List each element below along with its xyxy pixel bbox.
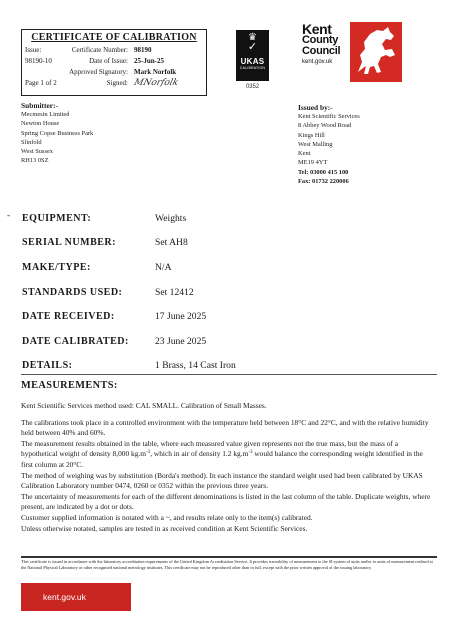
- condition-paragraph: Unless otherwise notated, samples are tested in as received condition at Kent Scientific Services.: [21, 523, 308, 533]
- detail-row: [22, 280, 442, 305]
- submitter-address: [21, 101, 93, 166]
- kent-logo-url: kent.gov.uk: [302, 59, 333, 65]
- detail-label: MAKE/TYPE:: [22, 261, 91, 273]
- issuer-line: West Malling: [298, 140, 333, 148]
- cert-number-label: Certificate Number:: [71, 46, 128, 54]
- issuer-fax: Fax: 01732 220006: [298, 178, 349, 186]
- date-of-issue-value: 25-Jun-25: [134, 57, 164, 65]
- detail-row: [22, 206, 442, 231]
- method-paragraph: Kent Scientific Services method used: CAL SMALL. Calibration of Small Masses.: [21, 401, 267, 410]
- date-of-issue-label: Date of Issue:: [89, 57, 128, 65]
- approved-label: Approved Signatory:: [69, 68, 128, 76]
- kent-logo-line3: Council: [302, 45, 341, 57]
- customer-info-paragraph: Customer supplied information is notated with a ~, and results relate only to the item(s) calibrated.: [21, 512, 313, 522]
- kent-horse-logo: [350, 22, 402, 82]
- issuer-line: ME19 4YT: [298, 159, 328, 167]
- margin-mark: -: [7, 210, 10, 220]
- issuer-heading: Issued by:-: [298, 103, 333, 112]
- kent-logo-text: [302, 21, 348, 66]
- issue-label: Issue:: [25, 46, 42, 54]
- issuer-line: 8 Abbey Wood Road: [298, 122, 352, 130]
- detail-label: STANDARDS USED:: [22, 286, 123, 298]
- method-weighing-paragraph: The method of weighing was by substitution (Borda's method). In each instance the standard weight used had been calibrated by UKAS Calibration Laboratory number 0474, 0260 or 0352 within the previous three years.: [21, 470, 423, 491]
- submitter-heading: Submitter:-: [21, 101, 58, 110]
- issuer-address: [298, 103, 360, 186]
- issuer-line: Kings Hill: [298, 131, 325, 139]
- detail-value: Weights: [155, 212, 187, 224]
- measurements-heading: MEASUREMENTS:: [21, 380, 118, 391]
- approved-value: Mark Norfolk: [134, 68, 177, 76]
- detail-row: [22, 231, 442, 256]
- detail-value: 23 June 2025: [155, 335, 207, 347]
- ukas-number: 0352: [245, 84, 260, 90]
- crown-icon: ♛: [248, 32, 257, 43]
- detail-label: DETAILS:: [22, 360, 73, 372]
- footer-url[interactable]: kent.gov.uk: [21, 583, 131, 611]
- certificate-title: CERTIFICATE OF CALIBRATION: [31, 32, 197, 43]
- kent-logo-line1: Kent: [302, 21, 332, 37]
- equipment-details: [22, 206, 442, 378]
- cert-number-value: 98190: [134, 46, 152, 54]
- signed-label: Signed:: [106, 79, 128, 87]
- submitter-line: Spring Copse Business Park: [21, 129, 94, 137]
- detail-value: Set AH8: [155, 237, 188, 249]
- issuer-line: Kent Scientific Services: [298, 113, 360, 120]
- results-paragraph: The measurement results obtained in the table, where each measured value given represents not the true mass, but the mass of a hypothetical weight of density 8,000 $kg.m^{-3}$, which in air of density 1.2 $kg.m^{-3}$ would balance the corresponding weight identified in the first column at 20°C.: [21, 438, 423, 469]
- submitter-line: West Sussex: [21, 148, 53, 156]
- signature: MNorfolk: [132, 78, 180, 88]
- submitter-line: Slinfold: [21, 138, 42, 146]
- tick-icon: ✓: [247, 41, 258, 53]
- ukas-sub: CALIBRATION: [239, 66, 266, 70]
- detail-row: [22, 255, 442, 280]
- submitter-line: Mecmesin Limited: [21, 111, 70, 118]
- section-divider: [21, 374, 437, 375]
- measurements-text: [21, 401, 434, 534]
- detail-row: [22, 304, 442, 329]
- date-row: [22, 56, 206, 67]
- approved-row: [22, 67, 206, 78]
- detail-label: DATE CALIBRATED:: [22, 335, 129, 347]
- detail-label: SERIAL NUMBER:: [22, 237, 116, 249]
- accreditation-note: This certificate is issued in accordance with the laboratory accreditation requirements of the United Kingdom Accreditation Service. It provides traceability of measurement to the SI system of units and/or to units of measurement realised at the National Physical Laboratory or other recognised national metrology institutes. This certificate may not be reproduced other than in full, except with the prior written approval of the issuing laboratory.: [21, 559, 433, 571]
- page-row: [22, 78, 206, 89]
- issue-value: 98190-10: [25, 57, 52, 65]
- environment-paragraph: The calibrations took place in a controlled environment with the temperature held between 18°C and 22°C, and with the relative humidity held between 40% and 60%.: [21, 417, 429, 438]
- issuer-tel: Tel: 03000 415 100: [298, 168, 349, 176]
- ukas-word: UKAS: [240, 57, 265, 66]
- certificate-header: [21, 29, 207, 96]
- detail-label: DATE RECEIVED:: [22, 311, 115, 323]
- kent-logo-line2: County: [302, 34, 339, 46]
- submitter-line: RH13 0SZ: [21, 157, 49, 165]
- detail-label: EQUIPMENT:: [22, 212, 92, 224]
- submitter-line: Newton House: [21, 120, 60, 128]
- ukas-logo: [236, 30, 269, 81]
- detail-value: N/A: [155, 261, 172, 273]
- detail-value: Set 12412: [155, 286, 194, 298]
- detail-value: 17 June 2025: [155, 311, 207, 323]
- uncertainty-paragraph: The uncertainty of measurements for each of the different denominations is listed in the last column of the table. Duplicate weights, where present, are indicated by a dot or dots.: [21, 491, 431, 512]
- footer-divider: [21, 556, 437, 558]
- horse-icon: [350, 22, 402, 82]
- detail-row: [22, 329, 442, 354]
- issuer-line: Kent: [298, 150, 311, 158]
- issue-row: [22, 45, 206, 56]
- page-label: Page 1 of 2: [25, 79, 57, 87]
- detail-value: 1 Brass, 14 Cast Iron: [155, 360, 236, 372]
